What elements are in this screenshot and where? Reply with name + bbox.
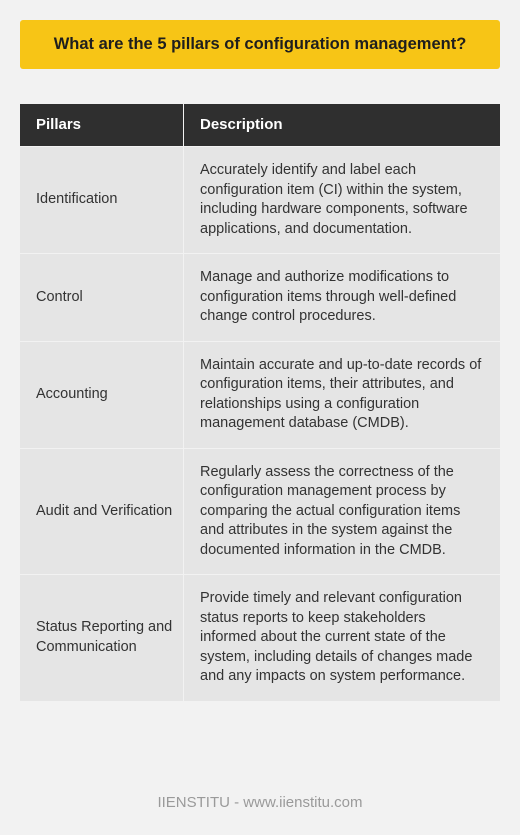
pillar-cell: Identification xyxy=(20,147,184,253)
table-row xyxy=(20,342,500,449)
pillar-cell: Control xyxy=(20,254,184,341)
page-title: What are the 5 pillars of configuration management? xyxy=(53,35,467,53)
description-cell: Accurately identify and label each configuration item (CI) within the system, including hardware components, software applications, and documentation. xyxy=(200,162,468,237)
title-banner xyxy=(20,20,500,69)
table-header-row xyxy=(20,104,500,147)
table-row xyxy=(20,575,500,702)
description-cell: Manage and authorize modifications to configuration items through well-defined change control procedures. xyxy=(200,269,457,324)
table-row xyxy=(20,254,500,342)
table-row xyxy=(20,147,500,254)
description-cell: Maintain accurate and up-to-date records of configuration items, their attributes, and relationships using a configuration management database (CMDB). xyxy=(200,356,482,431)
description-cell: Regularly assess the correctness of the configuration management process by comparing the actual configuration items and attributes in the system against the documented information in the CMDB. xyxy=(200,463,461,558)
pillar-cell: Accounting xyxy=(20,342,184,448)
footer-credit: IIENSTITU - www.iienstitu.com xyxy=(157,794,363,811)
pillar-cell: Audit and Verification xyxy=(20,449,184,575)
pillars-table xyxy=(20,104,500,702)
pillar-cell: Status Reporting and Communication xyxy=(20,575,184,701)
column-header-description: Description xyxy=(200,116,283,134)
description-cell: Provide timely and relevant configuration status reports to keep stakeholders informed about the current state of the system, including details of changes made and any impacts on system performance. xyxy=(200,590,473,684)
column-header-pillars: Pillars xyxy=(20,104,184,146)
table-row xyxy=(20,449,500,576)
